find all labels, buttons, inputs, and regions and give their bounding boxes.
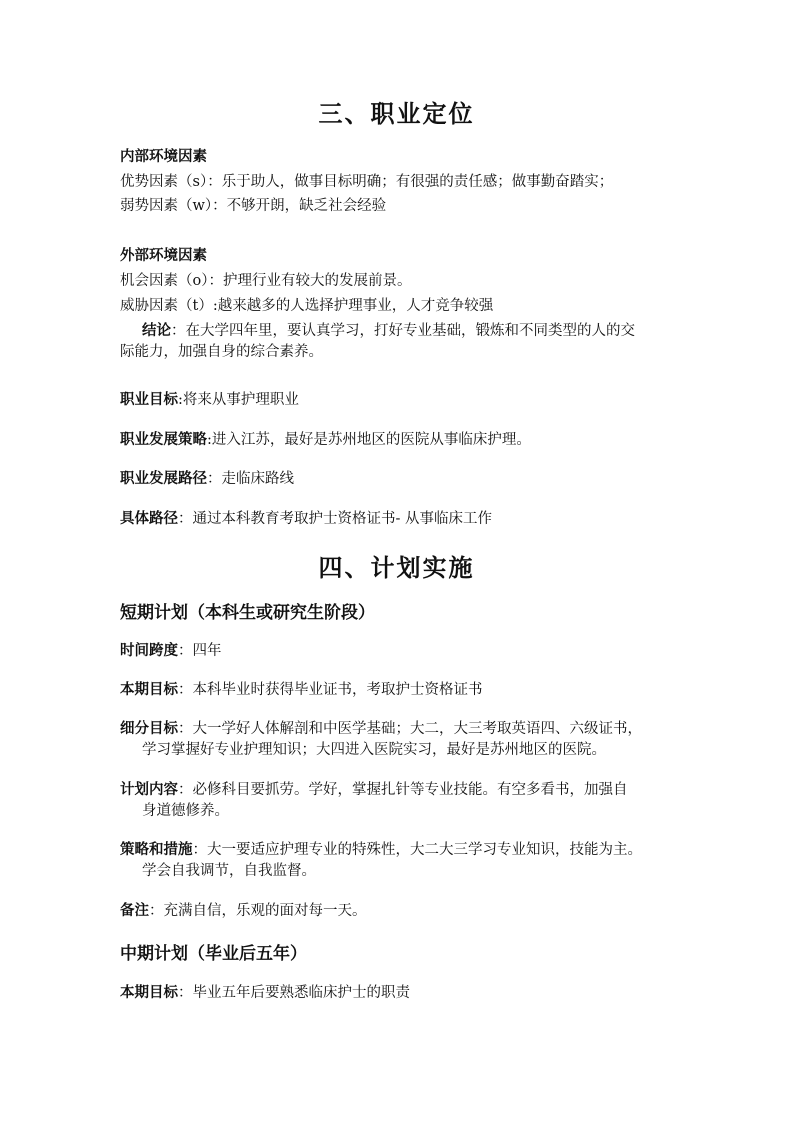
career-goal xyxy=(120,389,680,411)
sub-goals-text-2: 学习掌握好专业护理知识；大四进入医院实习，最好是苏州地区的医院。 xyxy=(142,742,606,758)
career-strategy-text: :进入江苏，最好是苏州地区的医院从事临床护理。 xyxy=(207,432,531,448)
time-span xyxy=(120,640,680,662)
term-goal xyxy=(120,679,680,701)
term-goal-label: 本期目标 xyxy=(120,682,178,698)
strategy-measures-label: 策略和措施 xyxy=(120,842,193,858)
conclusion-text-1: ：在大学四年里，要认真学习，打好专业基础，锻炼和不同类型的人的交 xyxy=(171,323,635,339)
threat-factor: 威胁因素（t）:越来越多的人选择护理事业，人才竞争较强 xyxy=(120,298,494,314)
mid-term-plan-heading: 中期计划（毕业后五年） xyxy=(120,944,307,964)
plan-content-text-2: 身道德修养。 xyxy=(142,803,229,819)
note xyxy=(120,900,680,922)
strength-factor: 优势因素（s）：乐于助人，做事目标明确；有很强的责任感；做事勤奋踏实； xyxy=(120,174,614,190)
section-title-plan-implementation: 四、计划实施 xyxy=(318,554,475,582)
term-goal-text: ：本科毕业时获得毕业证书，考取护士资格证书 xyxy=(178,682,483,698)
plan-content xyxy=(120,779,680,801)
mid-term-goal-text: ：毕业五年后要熟悉临床护士的职责 xyxy=(178,985,410,1001)
plan-content-label: 计划内容 xyxy=(120,782,178,798)
career-goal-label: 职业目标 xyxy=(120,392,178,408)
sub-goals-label: 细分目标 xyxy=(120,721,178,737)
strategy-measures xyxy=(120,839,680,861)
career-strategy-label: 职业发展策略 xyxy=(120,432,207,448)
opportunity-factor: 机会因素（o）：护理行业有较大的发展前景。 xyxy=(120,273,412,289)
internal-factors-heading: 内部环境因素 xyxy=(120,149,207,165)
section-title-career-positioning: 三、职业定位 xyxy=(318,100,475,128)
career-path-label: 职业发展路径 xyxy=(120,471,207,487)
weakness-factor: 弱势因素（w）：不够开朗，缺乏社会经验 xyxy=(120,198,387,214)
strategy-measures-text-2: 学会自我调节，自我监督。 xyxy=(142,863,316,879)
specific-path-label: 具体路径 xyxy=(120,511,178,527)
external-factors-heading: 外部环境因素 xyxy=(120,248,207,264)
sub-goals xyxy=(120,718,680,740)
plan-content-text-1: ：必修科目要抓劳。学好，掌握扎针等专业技能。有空多看书，加强自 xyxy=(178,782,628,798)
time-span-label: 时间跨度 xyxy=(120,643,178,659)
note-label: 备注 xyxy=(120,903,149,919)
mid-term-goal-label: 本期目标 xyxy=(120,985,178,1001)
mid-term-goal xyxy=(120,982,680,1004)
conclusion-label: 结论 xyxy=(142,323,171,339)
specific-path xyxy=(120,508,680,530)
short-term-plan-heading: 短期计划（本科生或研究生阶段） xyxy=(120,603,375,623)
career-goal-text: :将来从事护理职业 xyxy=(178,392,299,408)
time-span-text: ：四年 xyxy=(178,643,222,659)
career-strategy xyxy=(120,429,680,451)
conclusion-text-2: 际能力，加强自身的综合素养。 xyxy=(120,344,323,360)
specific-path-text: ：通过本科教育考取护士资格证书- 从事临床工作 xyxy=(178,511,493,527)
conclusion-paragraph xyxy=(120,320,680,342)
career-path-text: ：走临床路线 xyxy=(207,471,294,487)
sub-goals-text-1: ：大一学好人体解剖和中医学基础；大二，大三考取英语四、六级证书， xyxy=(178,721,642,737)
note-text: ：充满自信，乐观的面对每一天。 xyxy=(149,903,367,919)
career-path xyxy=(120,468,680,490)
strategy-measures-text-1: ：大一要适应护理专业的特殊性，大二大三学习专业知识，技能为主。 xyxy=(192,842,642,858)
